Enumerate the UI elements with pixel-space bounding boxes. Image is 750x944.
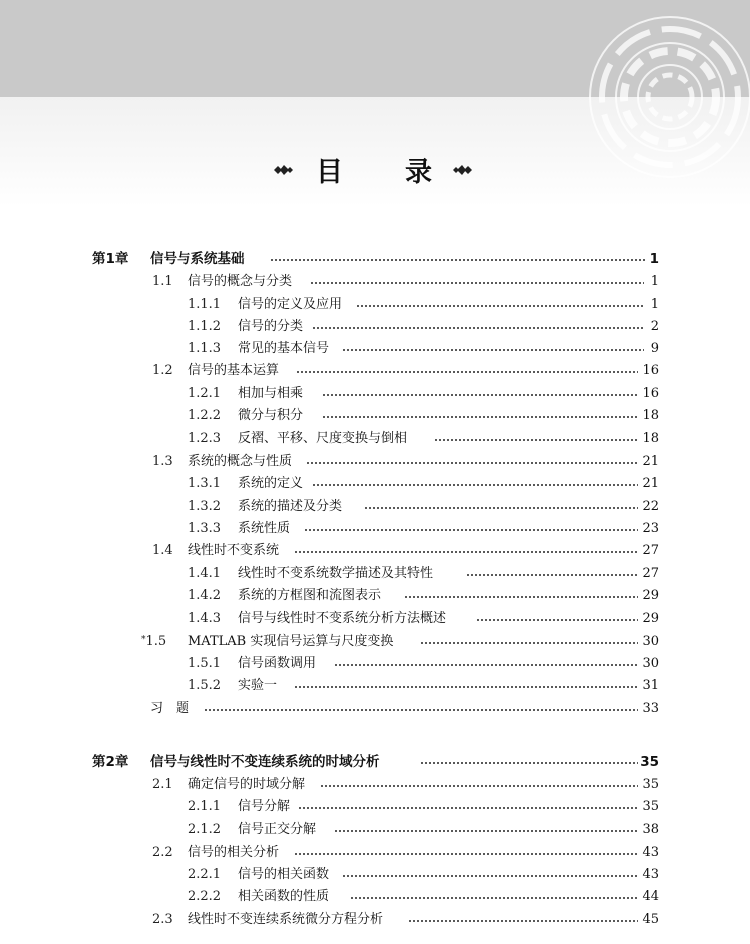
diamond-ornament-icon <box>452 162 474 178</box>
toc-row-subsection[interactable] <box>0 518 750 540</box>
toc-num: 1.1.1 <box>188 297 222 312</box>
leader-dots <box>270 259 646 261</box>
toc-row-section[interactable] <box>0 451 750 473</box>
toc-num: 2.1.1 <box>188 799 222 814</box>
leader-dots <box>364 507 638 509</box>
toc-title: 信号分解 <box>238 799 291 814</box>
toc-title: 信号与线性时不变连续系统的时域分析 <box>150 754 380 770</box>
toc-row-subsection[interactable] <box>0 338 750 360</box>
toc-row-chapter[interactable] <box>0 751 750 773</box>
toc-num: 第2章 <box>92 754 129 770</box>
leader-dots <box>294 686 638 688</box>
toc-title: 信号与线性时不变系统分析方法概述 <box>238 611 447 626</box>
leader-dots <box>434 439 638 441</box>
toc-page: 9 <box>650 341 659 356</box>
toc-row-subsection[interactable] <box>0 796 750 818</box>
toc-num-text: 1.5 <box>145 634 167 649</box>
toc-row-chapter[interactable] <box>0 248 750 270</box>
leader-dots <box>334 664 638 666</box>
toc-num: 1.2.3 <box>188 431 222 446</box>
toc-num: 1.5.1 <box>188 656 222 671</box>
toc-page: 21 <box>642 454 659 469</box>
toc-num: 1.2.2 <box>188 408 222 423</box>
leader-dots <box>306 462 638 464</box>
leader-dots <box>298 807 638 809</box>
toc-num: 1.3 <box>152 454 173 469</box>
toc-title: 信号的概念与分类 <box>188 274 293 289</box>
toc-row-section[interactable] <box>0 774 750 796</box>
toc-title: 信号的定义及应用 <box>238 297 343 312</box>
toc-page: 1 <box>649 251 659 267</box>
toc-page: 27 <box>642 543 659 558</box>
toc-row-subsection[interactable] <box>0 563 750 585</box>
toc-page: 16 <box>642 386 659 401</box>
leader-dots <box>310 282 644 284</box>
toc-page: 1 <box>650 274 659 289</box>
toc-title: 相加与相乘 <box>238 386 304 401</box>
toc-num: 2.3 <box>152 912 173 927</box>
toc-title: 系统的定义 <box>238 476 304 491</box>
toc-title: 确定信号的时域分解 <box>188 777 306 792</box>
toc-num: 1.1 <box>152 274 173 289</box>
toc-num: 1.3.1 <box>188 476 222 491</box>
toc-title: 信号的基本运算 <box>188 363 280 378</box>
toc-page: 43 <box>642 845 659 860</box>
toc-title: 微分与积分 <box>238 408 304 423</box>
toc-page: 2 <box>650 319 659 334</box>
toc-num: 1.1.2 <box>188 319 222 334</box>
toc-page: 43 <box>642 867 659 882</box>
toc-num: 1.1.3 <box>188 341 222 356</box>
toc-row-section[interactable] <box>0 842 750 864</box>
toc-row-subsection[interactable] <box>0 405 750 427</box>
toc-row-subsection[interactable] <box>0 675 750 697</box>
toc-row-subsection[interactable] <box>0 383 750 405</box>
toc-title: 实验一 <box>238 678 278 693</box>
toc-title: 信号的相关函数 <box>238 867 330 882</box>
toc-title: 习 题 <box>150 701 190 716</box>
optional-star: * <box>141 635 146 645</box>
toc-row-subsection[interactable] <box>0 428 750 450</box>
toc-num: 2.2.2 <box>188 889 222 904</box>
toc-num: 1.2 <box>152 363 173 378</box>
toc-page: 33 <box>642 701 659 716</box>
toc-row-section[interactable] <box>0 360 750 382</box>
toc-num <box>141 631 166 653</box>
leader-dots <box>294 853 638 855</box>
toc-title-right: 录 <box>405 157 432 188</box>
toc-row-subsection[interactable] <box>0 608 750 630</box>
toc-num: 2.1 <box>152 777 173 792</box>
leader-dots <box>408 920 638 922</box>
toc-page: 18 <box>642 431 659 446</box>
toc-title: 系统的方框图和流图表示 <box>238 588 382 603</box>
leader-dots <box>304 529 638 531</box>
toc-num: 1.4 <box>152 543 173 558</box>
leader-dots <box>350 897 638 899</box>
toc-row-subsection[interactable] <box>0 653 750 675</box>
toc-row-section[interactable] <box>0 540 750 562</box>
toc-page: 23 <box>642 521 659 536</box>
toc-row-subsection[interactable] <box>0 473 750 495</box>
toc-row-subsection[interactable] <box>0 294 750 316</box>
leader-dots <box>342 875 638 877</box>
leader-dots <box>296 371 638 373</box>
toc-title: 线性时不变系统 <box>188 543 280 558</box>
toc-num: 1.4.1 <box>188 566 222 581</box>
leader-dots <box>320 785 638 787</box>
toc-page: 30 <box>642 634 659 649</box>
leader-dots <box>334 830 638 832</box>
toc-title: 反褶、平移、尺度变换与倒相 <box>238 431 408 446</box>
toc-num: 2.1.2 <box>188 822 222 837</box>
toc-num: 1.2.1 <box>188 386 222 401</box>
leader-dots <box>476 619 638 621</box>
toc-page: 29 <box>642 588 659 603</box>
toc-title: 相关函数的性质 <box>238 889 330 904</box>
toc-row-subsection[interactable] <box>0 886 750 908</box>
leader-dots <box>294 551 638 553</box>
toc-page: 18 <box>642 408 659 423</box>
leader-dots <box>322 416 638 418</box>
toc-row-subsection[interactable] <box>0 864 750 886</box>
toc-title: 信号与系统基础 <box>150 251 245 267</box>
leader-dots <box>404 596 638 598</box>
toc-title: 系统的概念与性质 <box>188 454 293 469</box>
toc-title-left: 目 <box>316 157 343 188</box>
toc-title: 信号函数调用 <box>238 656 317 671</box>
toc-row-subsection[interactable] <box>0 819 750 841</box>
toc-num: 1.3.3 <box>188 521 222 536</box>
leader-dots <box>312 327 644 329</box>
toc-row-subsection[interactable] <box>0 585 750 607</box>
toc-heading <box>0 150 750 190</box>
toc-page: 35 <box>642 799 659 814</box>
toc-page: 1 <box>650 297 659 312</box>
toc-row-subsection[interactable] <box>0 316 750 338</box>
toc-num: 2.2 <box>152 845 173 860</box>
leader-dots <box>312 484 638 486</box>
toc-title: 线性时不变连续系统微分方程分析 <box>188 912 384 927</box>
leader-dots <box>420 762 638 764</box>
toc-page: 38 <box>642 822 659 837</box>
toc-page: 31 <box>642 678 659 693</box>
toc-title: MATLAB 实现信号运算与尺度变换 <box>188 634 394 649</box>
leader-dots <box>322 394 638 396</box>
toc-title: 信号的分类 <box>238 319 304 334</box>
leader-dots <box>466 574 638 576</box>
toc-page: 29 <box>642 611 659 626</box>
toc-title: 常见的基本信号 <box>238 341 330 356</box>
toc-title: 系统的描述及分类 <box>238 499 343 514</box>
toc-num: 第1章 <box>92 251 129 267</box>
toc-page: 27 <box>642 566 659 581</box>
toc-num: 1.3.2 <box>188 499 222 514</box>
toc-row-subsection[interactable] <box>0 496 750 518</box>
toc-page: 45 <box>642 912 659 927</box>
toc-page: 22 <box>642 499 659 514</box>
toc-page: 16 <box>642 363 659 378</box>
toc-page: 21 <box>642 476 659 491</box>
toc-row-section[interactable] <box>0 631 750 653</box>
toc-row-section[interactable] <box>0 909 750 931</box>
toc-title: 系统性质 <box>238 521 291 536</box>
toc-title: 线性时不变系统数学描述及其特性 <box>238 566 434 581</box>
leader-dots <box>420 642 638 644</box>
toc-page: 30 <box>642 656 659 671</box>
diamond-ornament-icon <box>272 162 294 178</box>
toc-title: 信号正交分解 <box>238 822 317 837</box>
toc-page: 35 <box>640 754 659 770</box>
toc-num: 1.4.3 <box>188 611 222 626</box>
toc-num: 1.5.2 <box>188 678 222 693</box>
leader-dots <box>342 349 644 351</box>
leader-dots <box>204 709 638 711</box>
toc-num: 2.2.1 <box>188 867 222 882</box>
toc-title: 信号的相关分析 <box>188 845 280 860</box>
toc-page: 35 <box>642 777 659 792</box>
leader-dots <box>356 305 644 307</box>
toc-row-exercises[interactable] <box>0 698 750 720</box>
toc-num: 1.4.2 <box>188 588 222 603</box>
toc-row-section[interactable] <box>0 271 750 293</box>
toc-page: 44 <box>642 889 659 904</box>
